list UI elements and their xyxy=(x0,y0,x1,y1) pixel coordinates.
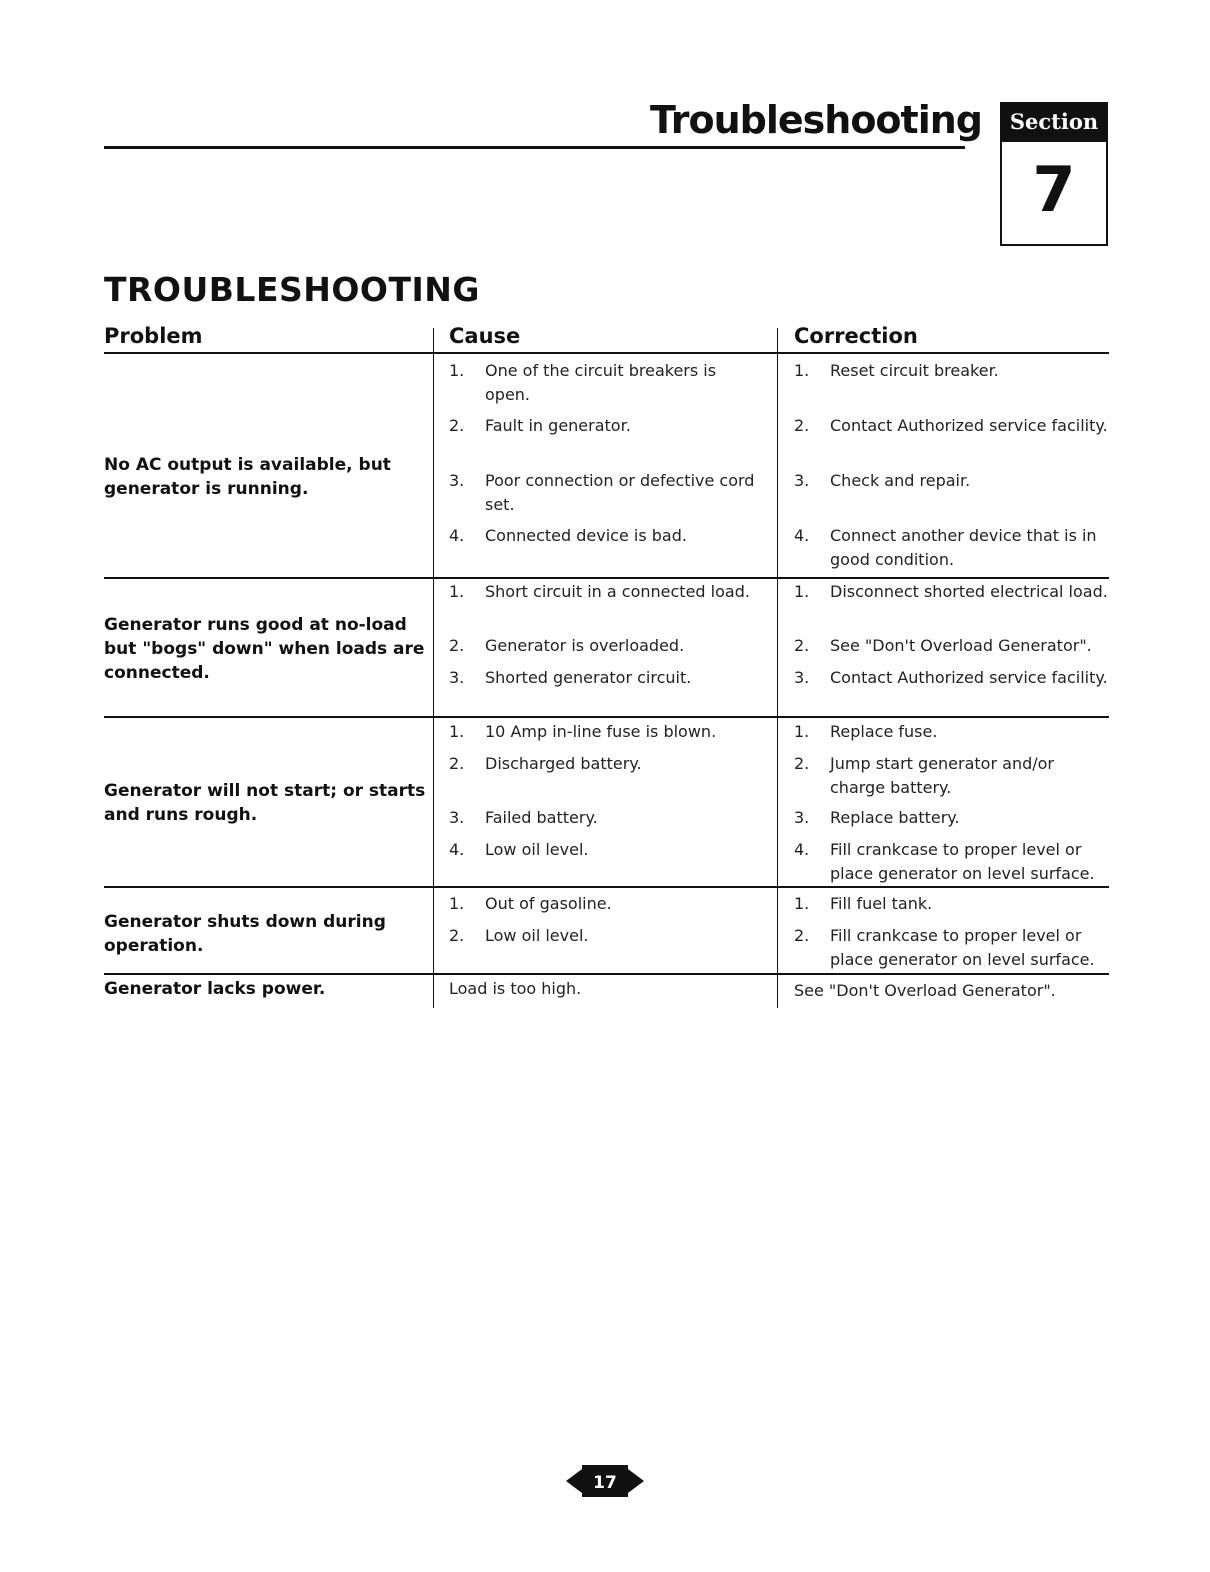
cause-number: 1. xyxy=(449,582,465,601)
correction-number: 3. xyxy=(794,808,810,827)
page-title: TROUBLESHOOTING xyxy=(104,270,480,309)
correction-number: 2. xyxy=(794,754,810,773)
cause-number: 1. xyxy=(449,361,465,380)
problem-cell: Generator runs good at no-load but "bogs" down" when loads are connected. xyxy=(104,615,425,683)
column-header-correction: Correction xyxy=(794,324,918,348)
correction-number: 2. xyxy=(794,926,810,945)
row-divider xyxy=(104,886,1109,888)
cause-number: 2. xyxy=(449,636,465,655)
cause-number: 3. xyxy=(449,471,465,490)
page-number: 17 xyxy=(593,1473,617,1493)
correction-text: Reset circuit breaker. xyxy=(830,361,999,380)
correction-text: Connect another device that is in good condition. xyxy=(830,526,1097,569)
correction-text: Fill fuel tank. xyxy=(830,894,933,913)
table-header-rule xyxy=(104,352,1109,354)
cause-text: Poor connection or defective cord set. xyxy=(485,471,755,514)
cause-number: 3. xyxy=(449,668,465,687)
correction-text: Disconnect shorted electrical load. xyxy=(830,582,1108,601)
row-divider xyxy=(104,716,1109,718)
problem-cell: Generator will not start; or starts and runs rough. xyxy=(104,781,426,825)
page-header-title: Troubleshooting xyxy=(650,98,982,142)
cause-text: Generator is overloaded. xyxy=(485,636,685,655)
header-rule xyxy=(104,146,965,149)
correction-text: Contact Authorized service facility. xyxy=(830,416,1108,435)
section-label: Section xyxy=(1002,104,1106,142)
correction-text: Replace battery. xyxy=(830,808,960,827)
cause-text: Low oil level. xyxy=(485,840,589,859)
section-number: 7 xyxy=(1032,153,1076,226)
cause-text: Load is too high. xyxy=(449,979,582,998)
correction-number: 1. xyxy=(794,582,810,601)
cause-number: 1. xyxy=(449,722,465,741)
cause-text: Fault in generator. xyxy=(485,416,631,435)
problem-cell: No AC output is available, but generator is running. xyxy=(104,455,391,499)
correction-number: 4. xyxy=(794,526,810,545)
correction-number: 1. xyxy=(794,894,810,913)
column-divider xyxy=(777,328,778,1008)
cause-text: Short circuit in a connected load. xyxy=(485,582,750,601)
correction-text: Check and repair. xyxy=(830,471,971,490)
cause-text: Discharged battery. xyxy=(485,754,642,773)
correction-text: Jump start generator and/or charge battery. xyxy=(830,754,1054,797)
column-divider xyxy=(433,328,434,1008)
problem-cell: Generator shuts down during operation. xyxy=(104,912,386,956)
cause-number: 2. xyxy=(449,754,465,773)
row-divider xyxy=(104,577,1109,579)
correction-text: Contact Authorized service facility. xyxy=(830,668,1108,687)
cause-number: 4. xyxy=(449,526,465,545)
correction-number: 4. xyxy=(794,840,810,859)
cause-text: One of the circuit breakers is open. xyxy=(485,361,717,404)
correction-text: Fill crankcase to proper level or place generator on level surface. xyxy=(830,840,1095,883)
cause-number: 4. xyxy=(449,840,465,859)
cause-number: 3. xyxy=(449,808,465,827)
correction-text: See "Don't Overload Generator". xyxy=(794,981,1056,1000)
cause-text: Connected device is bad. xyxy=(485,526,687,545)
cause-text: 10 Amp in-line fuse is blown. xyxy=(485,722,717,741)
correction-text: See "Don't Overload Generator". xyxy=(830,636,1092,655)
row-divider xyxy=(104,973,1109,975)
cause-text: Failed battery. xyxy=(485,808,598,827)
cause-number: 2. xyxy=(449,926,465,945)
correction-text: Fill crankcase to proper level or place generator on level surface. xyxy=(830,926,1095,969)
correction-number: 1. xyxy=(794,361,810,380)
correction-number: 3. xyxy=(794,668,810,687)
column-header-problem: Problem xyxy=(104,324,203,348)
cause-text: Out of gasoline. xyxy=(485,894,612,913)
cause-text: Low oil level. xyxy=(485,926,589,945)
cause-number: 2. xyxy=(449,416,465,435)
correction-number: 3. xyxy=(794,471,810,490)
correction-text: Replace fuse. xyxy=(830,722,938,741)
cause-number: 1. xyxy=(449,894,465,913)
correction-number: 1. xyxy=(794,722,810,741)
correction-number: 2. xyxy=(794,636,810,655)
section-badge xyxy=(1000,102,1108,246)
correction-number: 2. xyxy=(794,416,810,435)
page-number-badge xyxy=(566,1463,644,1499)
cause-text: Shorted generator circuit. xyxy=(485,668,692,687)
column-header-cause: Cause xyxy=(449,324,521,348)
problem-cell: Generator lacks power. xyxy=(104,979,326,999)
